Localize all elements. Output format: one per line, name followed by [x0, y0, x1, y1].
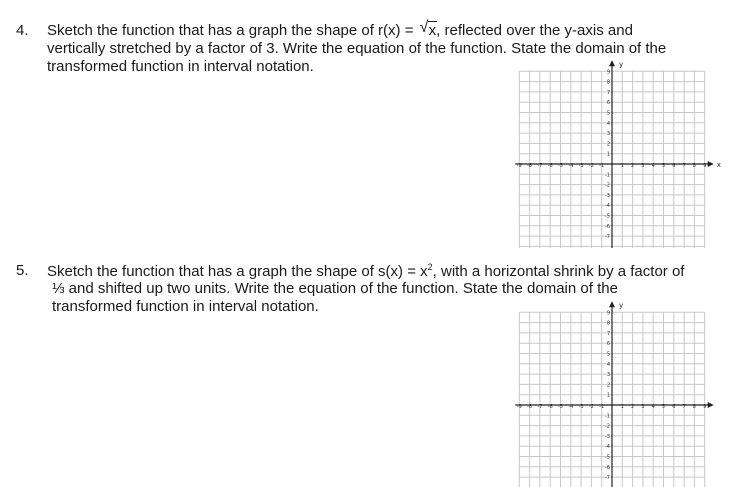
y-tick-label: 9	[606, 69, 610, 76]
question-5-number: 5.	[16, 262, 29, 279]
y-tick-label: 4	[606, 361, 610, 368]
y-tick-label: -3	[605, 433, 610, 440]
x-tick-label: -8	[527, 163, 533, 169]
y-tick-label: 9	[606, 310, 610, 317]
y-tick-label: 6	[606, 100, 610, 107]
x-tick-label: 9	[703, 404, 707, 410]
x-tick-label: -7	[537, 404, 543, 410]
x-tick-label: 4	[651, 404, 655, 410]
x-tick-label: 1	[620, 404, 624, 410]
question-4-line-1: Sketch the function that has a graph the shape of r(x) = √ x, reflected over the y-axis and	[47, 19, 633, 39]
y-tick-label: -5	[605, 454, 610, 461]
y-axis-label: y	[619, 60, 624, 69]
y-tick-label: -3	[605, 192, 610, 199]
square-root-symbol: √ x	[419, 19, 437, 39]
x-tick-label: 7	[682, 404, 686, 410]
y-tick-label: 3	[606, 372, 610, 379]
y-tick-label: -6	[605, 464, 610, 471]
y-tick-label: 7	[606, 330, 610, 337]
y-tick-label: 1	[606, 392, 610, 399]
x-tick-label: -2	[588, 163, 594, 169]
y-axis-arrow-icon	[609, 60, 615, 66]
x-tick-label: 6	[672, 163, 676, 169]
y-tick-label: 6	[606, 341, 610, 348]
y-tick-label: -6	[605, 223, 610, 230]
question-4-line-3: transformed function in interval notation.	[47, 58, 314, 75]
y-tick-label: 8	[606, 79, 610, 86]
x-tick-label: -9	[516, 404, 522, 410]
question-5-line-2: ⅓ and shifted up two units. Write the equation of the function. State the domain of the	[52, 280, 618, 297]
x-tick-label: 2	[631, 404, 635, 410]
y-tick-label: -1	[605, 413, 610, 420]
y-tick-label: 3	[606, 131, 610, 138]
y-tick-label: -1	[605, 172, 610, 179]
x-tick-label: -2	[588, 404, 594, 410]
x-tick-label: 3	[641, 163, 645, 169]
x-tick-label: 5	[661, 404, 666, 410]
x-tick-label: -8	[527, 404, 533, 410]
coordinate-grid-question-4[interactable]	[506, 58, 734, 248]
y-axis-label: y	[619, 301, 624, 310]
x-tick-label: -9	[516, 163, 522, 169]
x-tick-label: 2	[631, 163, 635, 169]
x-tick-label: 4	[651, 163, 655, 169]
x-tick-label: -5	[558, 404, 563, 410]
x-tick-label: 8	[692, 163, 696, 169]
x-tick-label: -3	[578, 404, 584, 410]
y-tick-label: 5	[606, 351, 610, 358]
y-tick-label: 7	[606, 89, 610, 96]
y-tick-label: -7	[605, 475, 610, 482]
question-5-line-1: Sketch the function that has a graph the shape of $s(x) = x^2$, with a horizontal shrink by a factor of	[47, 262, 685, 280]
x-axis-label: x	[716, 161, 721, 169]
coordinate-grid-question-5[interactable]	[506, 300, 734, 487]
x-tick-label: -6	[547, 404, 553, 410]
y-tick-label: 8	[606, 320, 610, 327]
y-tick-label: 4	[606, 120, 610, 127]
y-tick-label: 2	[606, 141, 610, 148]
y-tick-label: -4	[605, 444, 610, 451]
x-tick-label: 1	[620, 163, 624, 169]
y-tick-label: -7	[605, 234, 610, 241]
x-tick-label: -1	[599, 163, 605, 169]
x-tick-label: -7	[537, 163, 543, 169]
y-tick-label: -2	[605, 182, 610, 189]
x-tick-label: 6	[672, 404, 676, 410]
y-axis-arrow-icon	[609, 301, 615, 307]
question-5-line-3: transformed function in interval notation.	[52, 298, 319, 315]
x-tick-label: 7	[682, 163, 686, 169]
question-4-line-2: vertically stretched by a factor of 3. Write the equation of the function. State the domain of the	[47, 40, 667, 57]
x-tick-label: -4	[568, 404, 574, 410]
x-axis-arrow-icon	[708, 161, 714, 167]
x-tick-label: -3	[578, 163, 584, 169]
y-tick-label: 1	[606, 151, 610, 158]
y-tick-label: -2	[605, 423, 610, 430]
x-tick-label: 8	[692, 404, 696, 410]
x-axis-arrow-icon	[708, 402, 714, 408]
x-tick-label: -5	[558, 163, 563, 169]
y-tick-label: -5	[605, 213, 610, 220]
y-tick-label: -4	[605, 203, 610, 210]
x-tick-label: -4	[568, 163, 574, 169]
x-tick-label: 9	[703, 163, 707, 169]
question-4-number: 4.	[16, 22, 29, 39]
x-tick-label: 5	[661, 163, 666, 169]
y-tick-label: 5	[606, 110, 610, 117]
x-tick-label: -1	[599, 404, 605, 410]
x-tick-label: -6	[547, 163, 553, 169]
x-tick-label: 3	[641, 404, 645, 410]
y-tick-label: 2	[606, 382, 610, 389]
